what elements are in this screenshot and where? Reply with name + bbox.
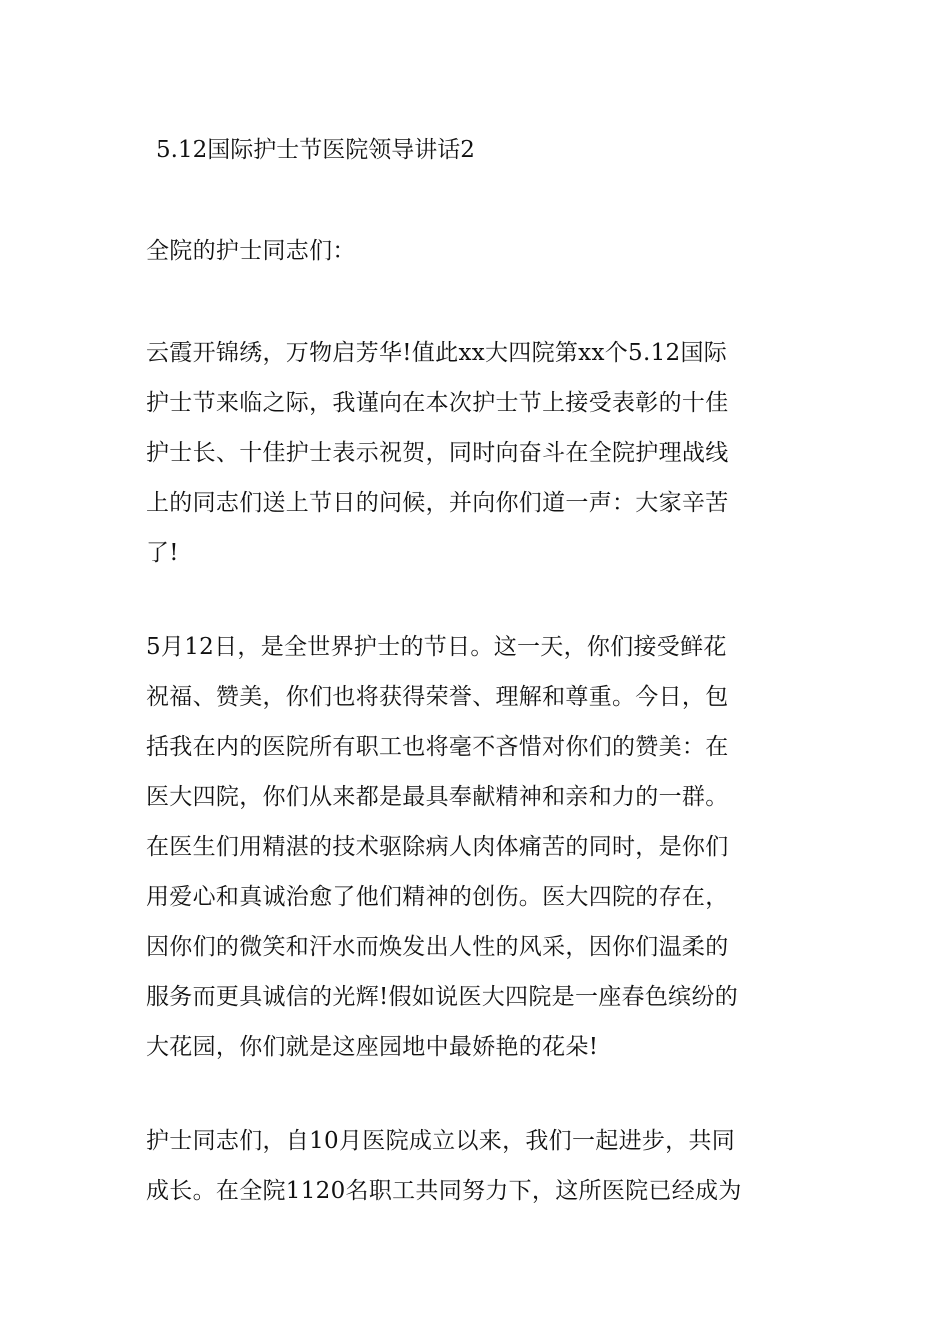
paragraph-line: 用爱心和真诚治愈了他们精神的创伤。医大四院的存在， xyxy=(146,884,729,910)
paragraph-line: 括我在内的医院所有职工也将毫不吝惜对你们的赞美：在 xyxy=(146,734,729,760)
salutation xyxy=(146,226,816,276)
salutation-line: 全院的护士同志们： xyxy=(146,238,356,264)
paragraph-line: 了! xyxy=(146,540,179,566)
paragraph-line: 云霞开锦绣，万物启芳华!值此xx大四院第xx个5.12国际 xyxy=(146,340,728,366)
paragraph-1 xyxy=(146,328,816,578)
document-title: 5.12国际护士节医院领导讲话2 xyxy=(156,137,475,163)
paragraph-line: 在医生们用精湛的技术驱除病人肉体痛苦的同时，是你们 xyxy=(146,834,729,860)
paragraph-line: 护士同志们，自10月医院成立以来，我们一起进步，共同 xyxy=(146,1128,736,1154)
paragraph-line: 护士长、十佳护士表示祝贺，同时向奋斗在全院护理战线 xyxy=(146,440,729,466)
paragraph-line: 医大四院，你们从来都是最具奉献精神和亲和力的一群。 xyxy=(146,784,729,810)
paragraph-line: 上的同志们送上节日的问候，并向你们道一声：大家辛苦 xyxy=(146,490,729,516)
paragraph-line: 护士节来临之际，我谨向在本次护士节上接受表彰的十佳 xyxy=(146,390,729,416)
paragraph-line: 祝福、赞美，你们也将获得荣誉、理解和尊重。今日，包 xyxy=(146,684,729,710)
paragraph-2 xyxy=(146,622,816,1072)
paragraph-line: 因你们的微笑和汗水而焕发出人性的风采，因你们温柔的 xyxy=(146,934,729,960)
paragraph-line: 大花园，你们就是这座园地中最娇艳的花朵! xyxy=(146,1034,599,1060)
paragraph-line: 5月12日，是全世界护士的节日。这一天，你们接受鲜花 xyxy=(146,634,727,660)
paragraph-line: 成长。在全院1120名职工共同努力下，这所医院已经成为 xyxy=(146,1178,742,1204)
paragraph-line: 服务而更具诚信的光辉!假如说医大四院是一座春色缤纷的 xyxy=(146,984,739,1010)
paragraph-3 xyxy=(146,1116,816,1216)
